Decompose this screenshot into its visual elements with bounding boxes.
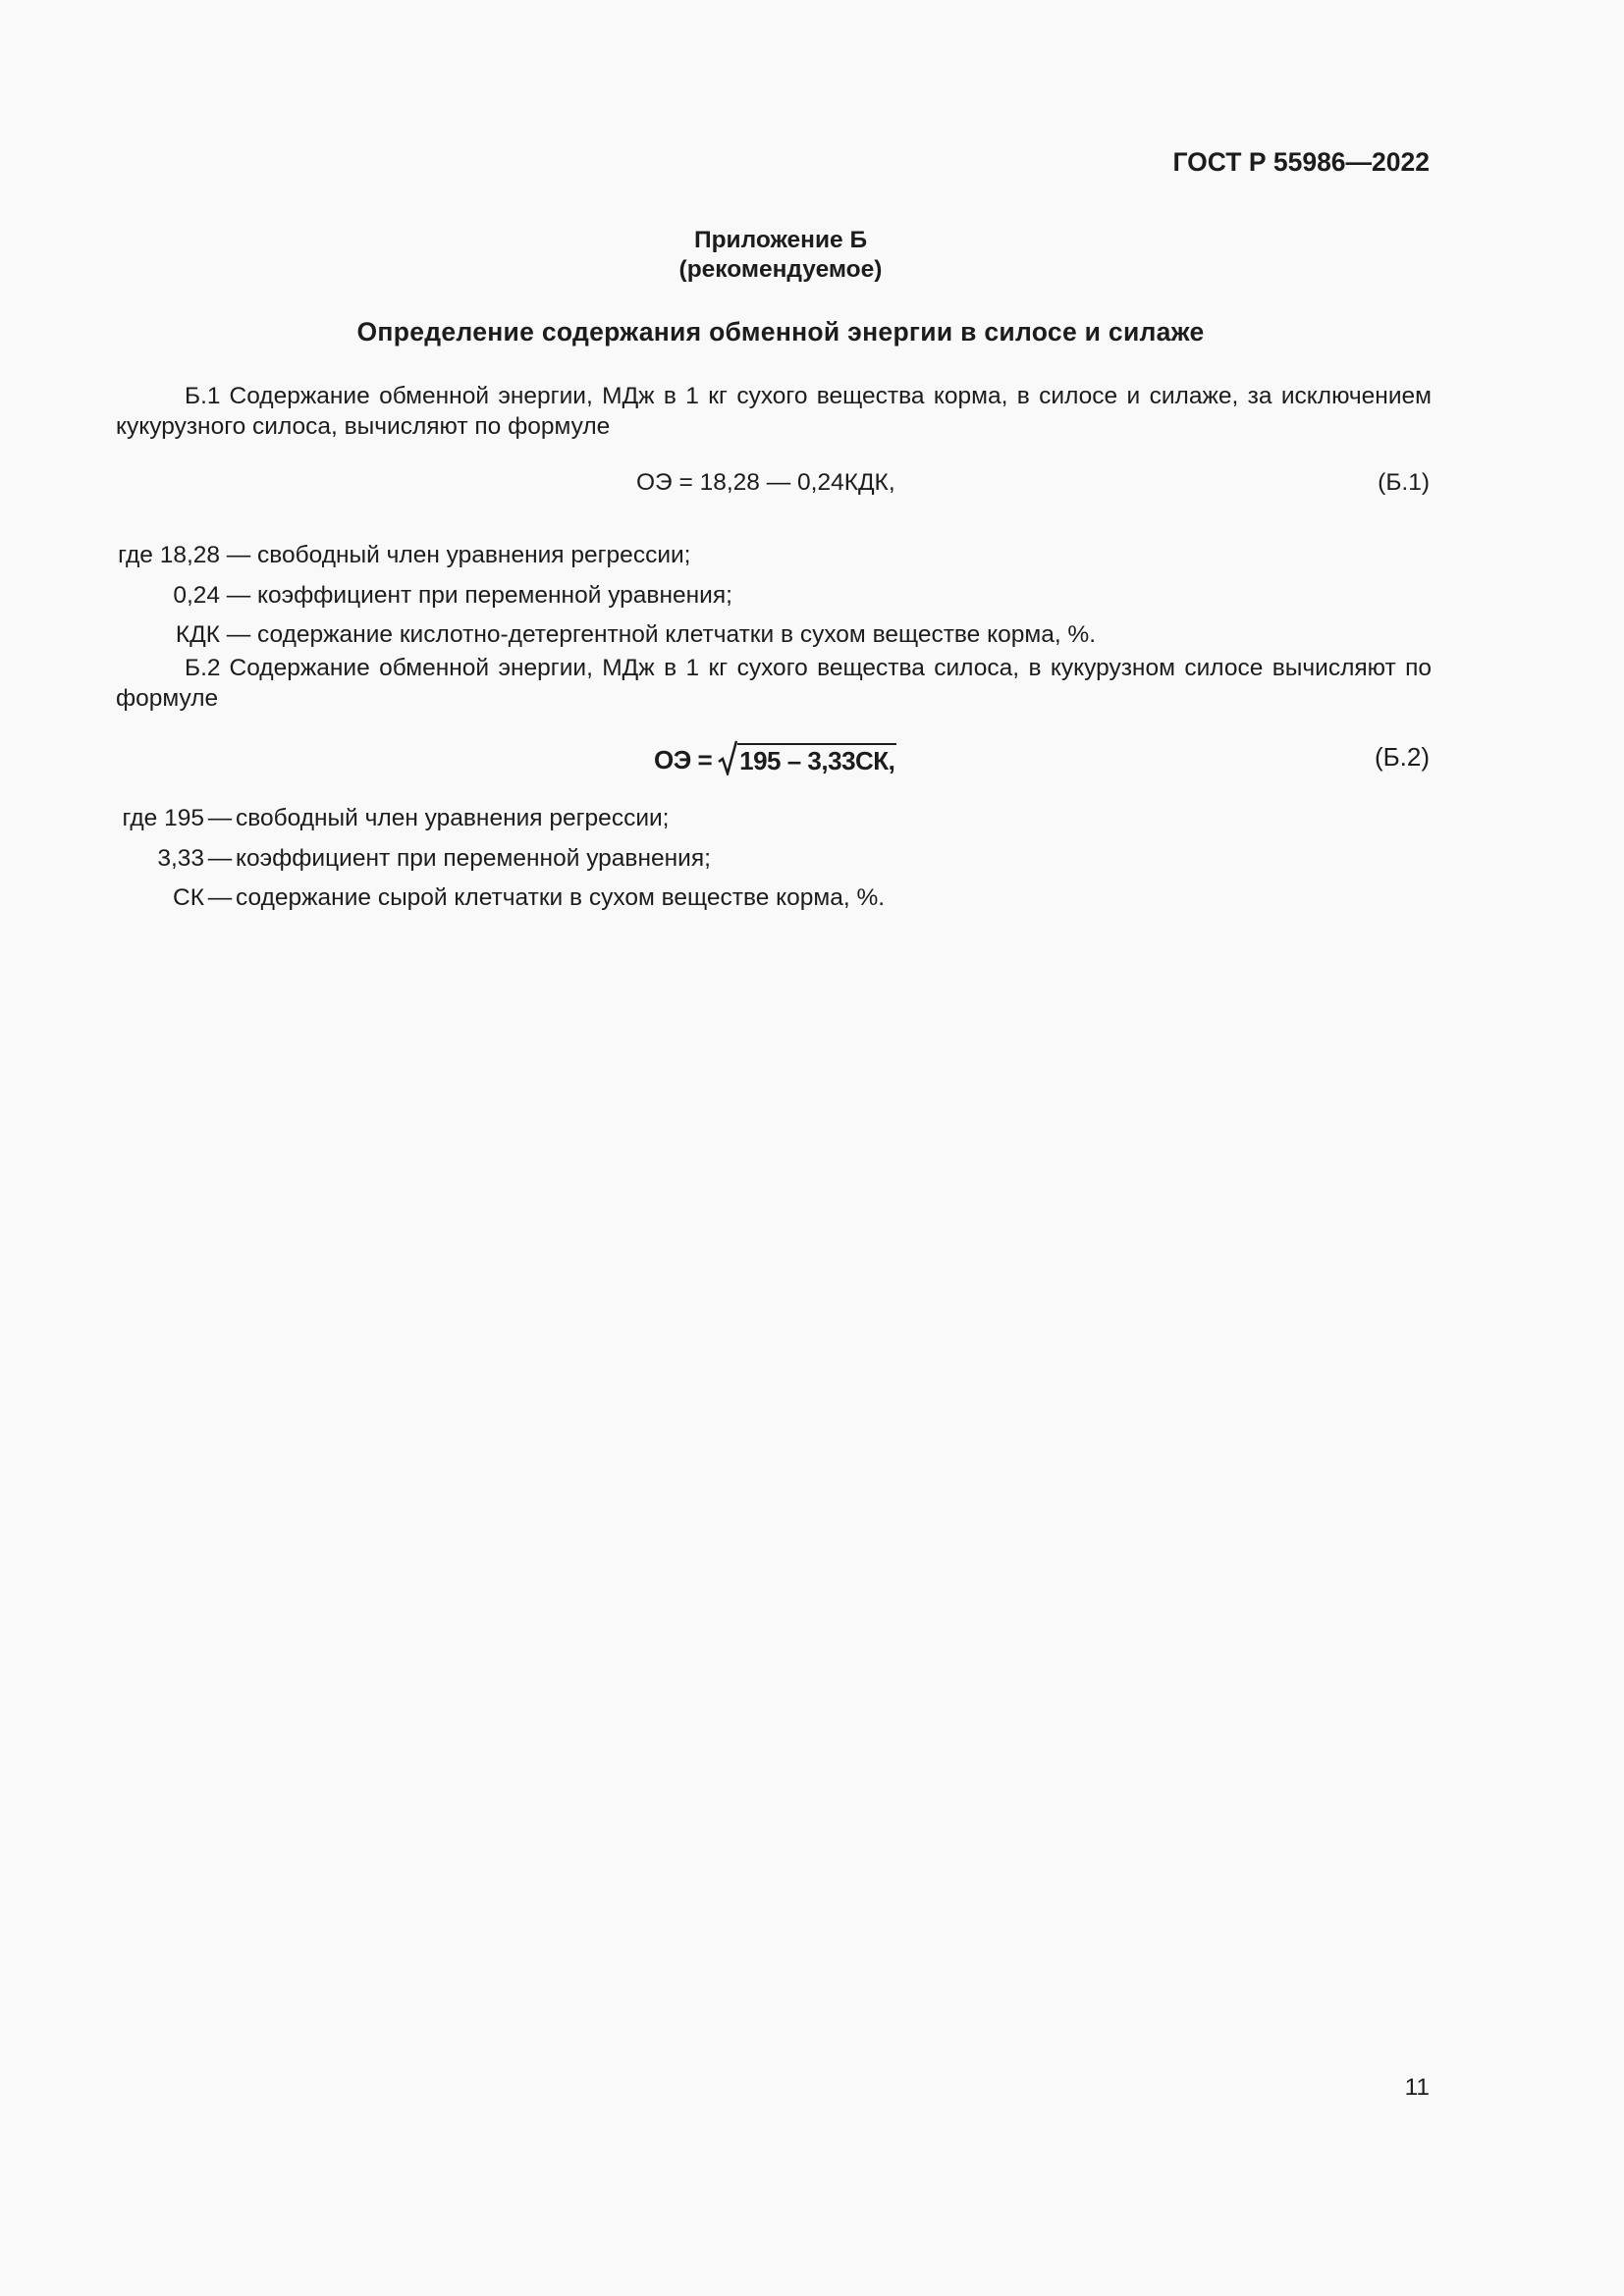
square-root-icon xyxy=(718,740,737,775)
formula-lhs: ОЭ = xyxy=(654,745,713,774)
legend-term: 3,33 xyxy=(157,845,204,872)
legend-desc: содержание кислотно-детергентной клетчатки в сухом веществе корма, %. xyxy=(257,621,1097,648)
legend-desc: свободный член уравнения регрессии; xyxy=(236,805,670,831)
legend-dash: — xyxy=(207,805,233,831)
legend-dash: — xyxy=(226,621,251,648)
legend-term: где 18,28 xyxy=(118,542,220,568)
paragraph-text: Содержание обменной энергии, МДж в 1 кг сухого вещества силоса, в кукурузном силосе вычисляют по формуле xyxy=(116,655,1432,712)
legend-desc: коэффициент при переменной уравнения; xyxy=(236,845,711,872)
legend-desc: свободный член уравнения регрессии; xyxy=(257,542,691,568)
document-id: ГОСТ Р 55986—2022 xyxy=(1172,147,1430,177)
paragraph-text: Содержание обменной энергии, МДж в 1 кг сухого вещества корма, в силосе и силаже, за исключением кукурузного силоса, вычисляют по формуле xyxy=(116,383,1432,440)
legend-row xyxy=(116,620,1096,650)
formula-radicand: 195 – 3,33СК, xyxy=(737,743,896,775)
legend-desc: коэффициент при переменной уравнения; xyxy=(257,582,732,609)
page-number: 11 xyxy=(1404,2074,1430,2101)
legend-row xyxy=(116,581,732,611)
legend-dash: — xyxy=(207,884,233,911)
paragraph-b2 xyxy=(116,653,1432,714)
legend-row xyxy=(116,541,691,570)
legend-term: 0,24 xyxy=(173,582,220,609)
formula-b1-number: (Б.1) xyxy=(1378,469,1430,496)
formula-b2-number: (Б.2) xyxy=(1374,742,1430,772)
legend-dash: — xyxy=(226,542,251,568)
legend-row xyxy=(116,804,670,833)
annex-status: (рекомендуемое) xyxy=(678,256,883,283)
annex-heading xyxy=(0,226,1561,285)
section-title: Определение содержания обменной энергии в силосе и силаже xyxy=(356,317,1205,347)
legend-row xyxy=(116,883,885,913)
paragraph-number: Б.1 xyxy=(185,383,221,409)
legend-term: КДК xyxy=(175,621,220,648)
legend-dash: — xyxy=(207,845,233,872)
legend-row xyxy=(116,844,711,874)
legend-dash: — xyxy=(226,582,251,609)
legend-term: где 195 xyxy=(122,805,204,831)
paragraph-number: Б.2 xyxy=(185,655,221,681)
annex-title: Приложение Б xyxy=(693,227,868,253)
formula-b1: ОЭ = 18,28 — 0,24КДК, xyxy=(636,469,895,496)
legend-desc: содержание сырой клетчатки в сухом веществе корма, %. xyxy=(236,884,886,911)
paragraph-b1 xyxy=(116,381,1432,442)
formula-b2 xyxy=(654,732,896,775)
legend-term: СК xyxy=(173,884,204,911)
